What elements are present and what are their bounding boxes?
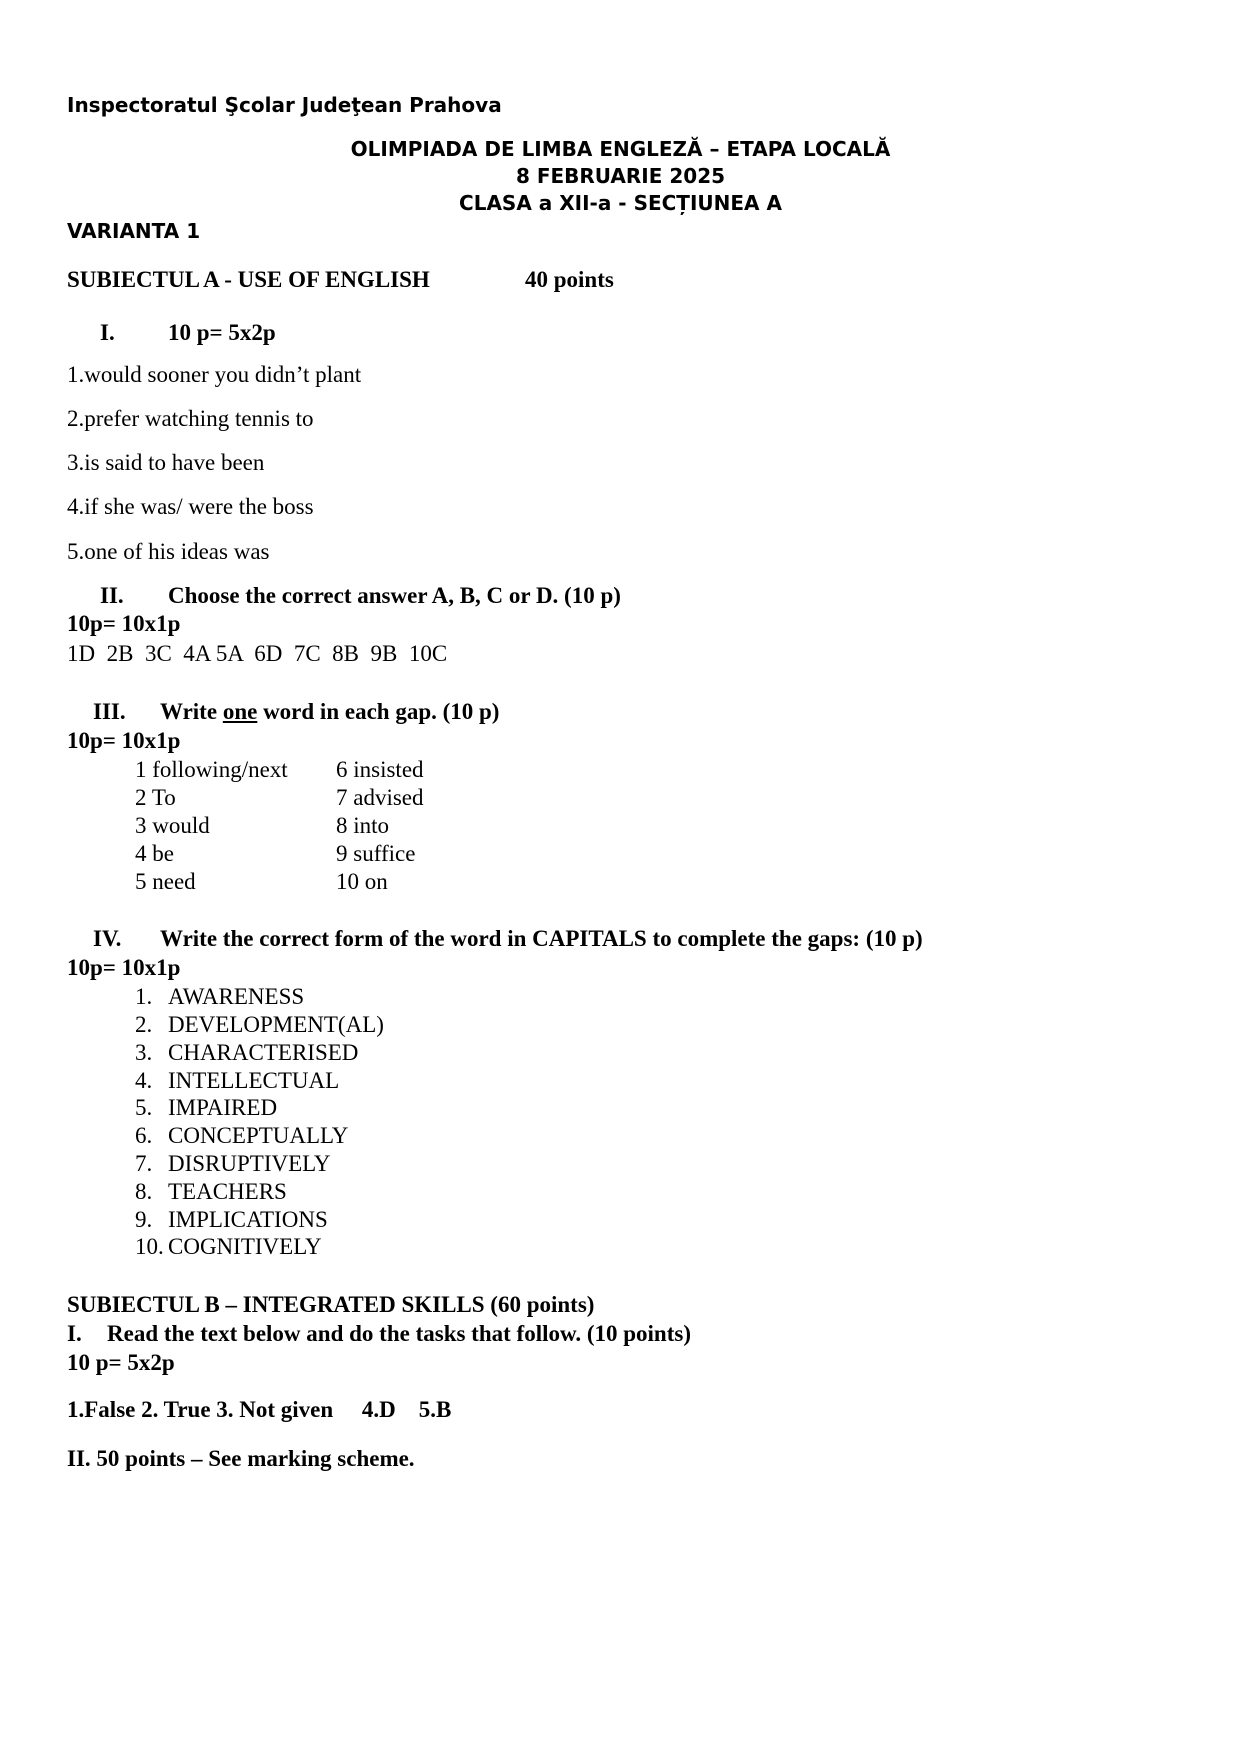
subject-b-part2: II. 50 points – See marking scheme. <box>67 1446 415 1471</box>
part3-answer: 4 be <box>135 841 174 866</box>
subject-b-part1-answers: 1.False 2. True 3. Not given 4.D 5.B <box>67 1397 452 1422</box>
part3-answer: 9 suffice <box>336 841 416 866</box>
part2-answers: 1D 2B 3C 4A 5A 6D 7C 8B 9B 10C <box>67 641 448 666</box>
part3-answer: 5 need <box>135 869 196 894</box>
document-title: OLIMPIADA DE LIMBA ENGLEZĂ – ETAPA LOCALĂ <box>350 137 891 161</box>
part4-word: CONCEPTUALLY <box>168 1123 349 1148</box>
part4-word: DEVELOPMENT(AL) <box>168 1012 384 1037</box>
part2-instruction: Choose the correct answer A, B, C or D. (10 p) <box>168 583 621 608</box>
class-section: CLASA a XII-a - SECȚIUNEA A <box>459 191 782 215</box>
part4-number: 10. <box>135 1234 164 1259</box>
part4-numeral: IV. <box>93 926 122 951</box>
part4-number: 6. <box>135 1123 153 1148</box>
part3-answer: 3 would <box>135 813 210 838</box>
part4-word: TEACHERS <box>168 1179 287 1204</box>
part3-answer: 2 To <box>135 785 176 810</box>
part1-answer: 1.would sooner you didn’t plant <box>67 362 362 387</box>
part4-number: 1. <box>135 984 153 1009</box>
part4-number: 5. <box>135 1095 153 1120</box>
part4-number: 4. <box>135 1068 153 1093</box>
subject-a-points: 40 points <box>525 267 614 292</box>
part4-number: 7. <box>135 1151 153 1176</box>
subject-b-title: SUBIECTUL B – INTEGRATED SKILLS (60 points) <box>67 1292 595 1317</box>
part3-numeral: III. <box>93 699 126 724</box>
part4-scoring: 10p= 10x1p <box>67 955 181 980</box>
part1-scoring: 10 p= 5x2p <box>168 320 276 345</box>
variant-label: VARIANTA 1 <box>67 219 201 243</box>
document-date: 8 FEBRUARIE 2025 <box>515 164 726 188</box>
part1-numeral: I. <box>100 320 115 345</box>
part4-number: 8. <box>135 1179 153 1204</box>
part3-scoring: 10p= 10x1p <box>67 728 181 753</box>
emphasis-one: one <box>222 699 258 724</box>
part4-word: CHARACTERISED <box>168 1040 359 1065</box>
part2-scoring: 10p= 10x1p <box>67 611 181 636</box>
part4-word: DISRUPTIVELY <box>168 1151 331 1176</box>
subject-b-part1-scoring: 10 p= 5x2p <box>67 1350 175 1375</box>
part4-number: 3. <box>135 1040 153 1065</box>
part3-answer: 10 on <box>336 869 388 894</box>
part4-instruction: Write the correct form of the word in CAPITALS to complete the gaps: (10 p) <box>160 926 923 951</box>
subject-b-part1-instruction: Read the text below and do the tasks that follow. (10 points) <box>107 1321 691 1346</box>
part1-answer: 5.one of his ideas was <box>67 539 270 564</box>
part4-word: AWARENESS <box>168 984 305 1009</box>
part4-word: IMPAIRED <box>168 1095 278 1120</box>
part3-answer: 7 advised <box>336 785 424 810</box>
part3-answer: 1 following/next <box>135 757 288 782</box>
subject-b-part1-numeral: I. <box>67 1321 82 1346</box>
part2-numeral: II. <box>100 583 124 608</box>
part3-answer: 6 insisted <box>336 757 424 782</box>
inspectorate-name: Inspectoratul Şcolar Judeţean Prahova <box>67 93 502 117</box>
part1-answer: 4.if she was/ were the boss <box>67 494 314 519</box>
part1-answer: 3.is said to have been <box>67 450 265 475</box>
subject-a-title: SUBIECTUL A - USE OF ENGLISH <box>67 267 430 292</box>
part3-instruction: Write one word in each gap. (10 p) <box>160 699 500 724</box>
part4-word: INTELLECTUAL <box>168 1068 340 1093</box>
part4-word: IMPLICATIONS <box>168 1207 328 1232</box>
part3-answer: 8 into <box>336 813 390 838</box>
part4-word: COGNITIVELY <box>168 1234 322 1259</box>
part4-number: 2. <box>135 1012 153 1037</box>
part1-answer: 2.prefer watching tennis to <box>67 406 314 431</box>
part4-number: 9. <box>135 1207 153 1232</box>
